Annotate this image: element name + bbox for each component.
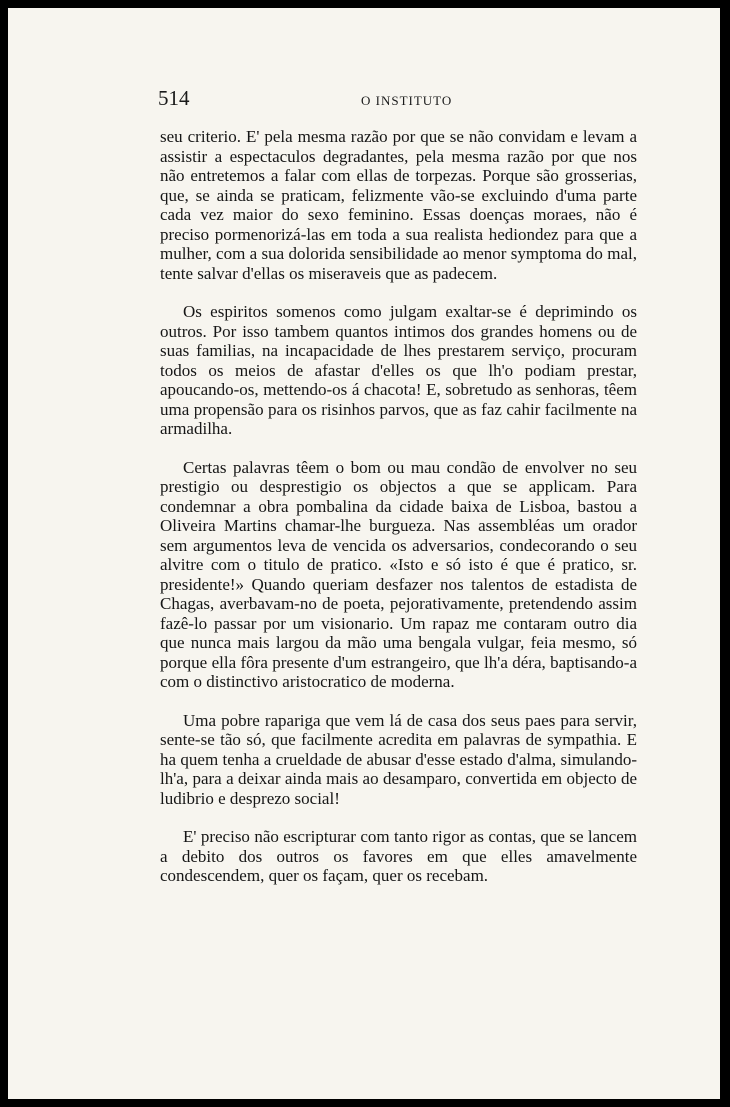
paragraph-1: seu criterio. E' pela mesma razão por que se não convidam e levam a assistir a espectaculos degradantes, pela mesma razão por que nos não entretemos a falar com ellas de torpezas. Porque são grosserias, que, se ainda se praticam, felizmente vão-se excluindo d'uma parte cada vez maior do sexo feminino. Essas doenças moraes, não é preciso pormenorizá-las em toda a sua realista hediondez para que a mulher, com a sua dolorida sensibilidade ao menor symptoma do mal, tente salvar d'ellas os miseraveis que as padecem. [160,127,637,283]
book-page [8,8,720,1099]
paragraph-4: Uma pobre rapariga que vem lá de casa dos seus paes para servir, sente-se tão só, que facilmente acredita em palavras de sympathia. E ha quem tenha a crueldade de abusar d'esse estado d'alma, simulando-lh'a, para a deixar ainda mais ao desamparo, convertida em objecto de ludibrio e desprezo social! [160,710,637,808]
paragraph-3: Certas palavras têem o bom ou mau condão de envolver no seu prestigio ou desprestigio os objectos a que se applicam. Para condemnar a obra pombalina da cidade baixa de Lisboa, bastou a Oliveira Martins chamar-lhe burgueza. Nas assembléas um orador sem argumentos leva de vencida os adversarios, condecorando o seu alvitre com o titulo de pratico. «Isto e só isto é que é pratico, sr. presidente!» Quando queriam desfazer nos talentos de estadista de Chagas, averbavam-no de poeta, pejorativamente, pretendendo assim fazê-lo passar por um visionario. Um rapaz me contaram outro dia que nunca mais largou da mão uma bengala vulgar, feia mesmo, só porque ella fôra presente d'um estrangeiro, que lh'a déra, baptisando-a com o distinctivo aristocratico de moderna. [160,457,637,691]
body-text [160,127,637,886]
paragraph-5: E' preciso não escripturar com tanto rigor as contas, que se lancem a debito dos outros os favores em que elles amavelmente condescendem, quer os façam, quer os recebam. [160,827,637,885]
running-title: O INSTITUTO [361,93,453,108]
page-number: 514 [158,86,190,110]
paragraph-2: Os espiritos somenos como julgam exaltar-se é deprimindo os outros. Por isso tambem quantos intimos dos grandes homens ou de suas familias, na incapacidade de lhes prestarem serviço, procuram todos os meios de afastar d'elles os que lh'o podiam prestar, apoucando-os, mettendo-os á chacota! E, sobretudo as senhoras, têem uma propensão para os risinhos parvos, que as faz cahir facilmente na armadilha. [160,302,637,438]
